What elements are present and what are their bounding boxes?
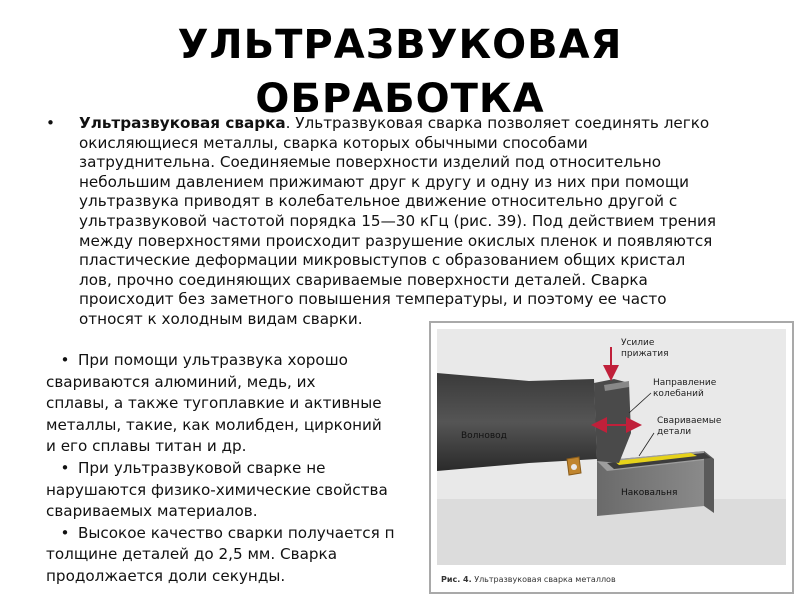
- figure-caption-text: Ультразвуковая сварка металлов: [474, 575, 616, 584]
- text-line: свариваемых материалов.: [46, 502, 258, 521]
- text-line: При помощи ультразвука хорошо: [78, 351, 348, 369]
- label-direction-line1: Направление: [653, 378, 717, 388]
- paragraph-metals-list: [46, 350, 426, 588]
- text-line: небольшим давлением прижимают друг к другу и одну из них при помощи: [79, 172, 689, 191]
- waveguide-body: [437, 373, 597, 471]
- text-line: и его сплавы титан и др.: [46, 437, 247, 456]
- figure-caption-number: Рис. 4.: [441, 575, 472, 584]
- label-parts-line2: детали: [657, 427, 692, 437]
- text-line: продолжается доли секунды.: [46, 566, 286, 585]
- text-line: лов, прочно соединяющих свариваемые поверхности деталей. Сварка: [79, 270, 648, 289]
- slide-title-line1: УЛЬТРАЗВУКОВАЯ: [177, 22, 623, 68]
- text-line: толщине деталей до 2,5 мм. Сварка: [46, 545, 338, 564]
- label-direction-line2: колебаний: [653, 389, 704, 399]
- bullet-glyph: •: [60, 458, 70, 477]
- label-waveguide: Волновод: [461, 431, 507, 441]
- bullet-glyph: •: [46, 114, 55, 132]
- text-line: ультразвука приводят в колебательное движение относительно другой с: [79, 192, 678, 211]
- ultrasonic-welding-figure: [429, 321, 794, 594]
- bullet-glyph: •: [60, 351, 70, 369]
- text-line: нарушаются физико-химические свойства: [46, 480, 388, 499]
- paragraph-lead: Ультразвуковая сварка: [79, 114, 286, 132]
- text-line: затруднительна. Соединяемые поверхности изделий под относительно: [79, 153, 662, 172]
- anvil-side: [704, 451, 714, 513]
- label-force-line1: Усилие: [621, 338, 655, 348]
- text-line: между поверхностями происходит разрушение окислых пленок и появляются: [79, 231, 713, 250]
- text-line: происходит без заметного повышения температуры, и поэтому ее часто: [79, 290, 667, 309]
- text-line: относят к холодным видам сварки.: [79, 309, 363, 328]
- text-line: . Ультразвуковая сварка позволяет соединять легко: [285, 114, 710, 132]
- text-line: Высокое качество сварки получается п: [78, 523, 395, 542]
- slide-title-line2: ОБРАБОТКА: [255, 76, 545, 122]
- label-anvil: Наковальня: [621, 488, 678, 498]
- text-line: При ультразвуковой сварке не: [78, 458, 326, 477]
- text-line: металлы, такие, как молибден, цирконий: [46, 415, 382, 434]
- paragraph-ultrasonic-welding: [46, 114, 786, 330]
- figure-caption: [441, 575, 616, 584]
- text-line: окисляющиеся металлы, сварка которых обычными способами: [79, 133, 588, 152]
- label-force-line2: прижатия: [621, 349, 669, 359]
- paragraph-text: [79, 114, 786, 330]
- text-line: свариваются алюминий, медь, их: [46, 372, 316, 391]
- welding-diagram: [429, 321, 794, 594]
- label-parts-line1: Свариваемые: [657, 416, 722, 426]
- bullet-glyph: •: [60, 523, 70, 542]
- text-line: сплавы, а также тугоплавкие и активные: [46, 394, 382, 413]
- text-line: пластические деформации микровыступов с образованием общих кристал: [79, 251, 686, 270]
- bracket-hole: [571, 464, 577, 470]
- text-line: ультразвуковой частотой порядка 15—30 кГц (рис. 39). Под действием трения: [79, 211, 717, 230]
- slide-title: [0, 18, 800, 126]
